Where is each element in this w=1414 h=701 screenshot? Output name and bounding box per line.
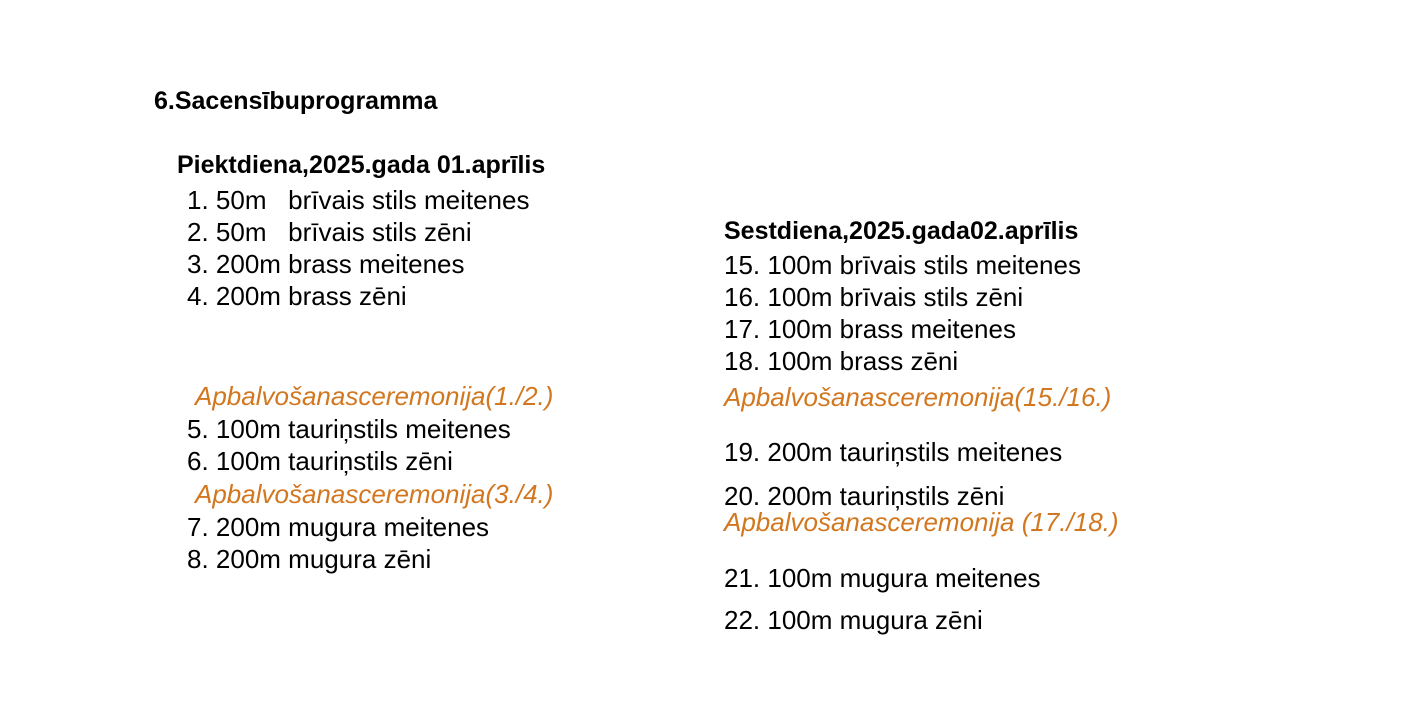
event-number: 19. bbox=[724, 437, 761, 467]
event-item bbox=[187, 546, 431, 572]
event-number: 6. bbox=[187, 446, 209, 476]
event-number: 8. bbox=[187, 544, 209, 574]
event-item bbox=[187, 251, 464, 277]
event-number: 7. bbox=[187, 512, 209, 542]
award-ceremony: Apbalvošanasceremonija(15./16.) bbox=[724, 382, 1112, 412]
event-name: 100m mugura zēni bbox=[767, 605, 983, 635]
event-item bbox=[724, 316, 1016, 342]
event-item bbox=[187, 514, 489, 540]
event-number: 18. bbox=[724, 346, 761, 376]
saturday-heading: Sestdiena,2025.gada02.aprīlis bbox=[724, 217, 1079, 245]
event-item bbox=[187, 448, 453, 474]
award-ceremony: Apbalvošanasceremonija (17./18.) bbox=[724, 507, 1119, 537]
event-item bbox=[724, 483, 1004, 509]
event-number: 2. bbox=[187, 217, 209, 247]
event-number: 5. bbox=[187, 414, 209, 444]
event-name: 200m tauriņstils meitenes bbox=[767, 437, 1063, 467]
event-name: 200m mugura zēni bbox=[215, 544, 432, 574]
event-name: 100m mugura meitenes bbox=[767, 563, 1041, 593]
event-number: 3. bbox=[187, 249, 209, 279]
event-number: 17. bbox=[724, 314, 761, 344]
event-item bbox=[724, 284, 1023, 310]
event-name: 200m brass meitenes bbox=[215, 249, 465, 279]
event-name: 50m brīvais stils zēni bbox=[215, 217, 472, 247]
event-item bbox=[724, 439, 1062, 465]
event-item bbox=[187, 219, 472, 245]
page-title: 6.Sacensībuprogramma bbox=[154, 87, 438, 115]
event-item bbox=[724, 565, 1041, 591]
event-name: 200m mugura meitenes bbox=[215, 512, 490, 542]
event-number: 4. bbox=[187, 281, 209, 311]
event-item bbox=[724, 252, 1081, 278]
event-name: 100m brass zēni bbox=[767, 346, 959, 376]
event-name: 100m brīvais stils zēni bbox=[767, 282, 1024, 312]
event-number: 16. bbox=[724, 282, 761, 312]
event-number: 15. bbox=[724, 250, 761, 280]
event-item bbox=[187, 187, 529, 213]
event-number: 21. bbox=[724, 563, 761, 593]
event-name: 100m tauriņstils meitenes bbox=[215, 414, 511, 444]
event-item bbox=[187, 416, 511, 442]
award-ceremony: Apbalvošanasceremonija(1./2.) bbox=[195, 381, 554, 411]
event-name: 100m brīvais stils meitenes bbox=[767, 250, 1081, 280]
event-item bbox=[724, 348, 958, 374]
event-name: 200m brass zēni bbox=[215, 281, 407, 311]
event-name: 50m brīvais stils meitenes bbox=[215, 185, 530, 215]
event-number: 22. bbox=[724, 605, 761, 635]
event-item bbox=[724, 607, 983, 633]
event-name: 200m tauriņstils zēni bbox=[767, 481, 1005, 511]
event-name: 100m tauriņstils zēni bbox=[215, 446, 453, 476]
award-ceremony: Apbalvošanasceremonija(3./4.) bbox=[195, 479, 554, 509]
friday-heading: Piektdiena,2025.gada 01.aprīlis bbox=[177, 151, 546, 179]
event-number: 1. bbox=[187, 185, 209, 215]
event-name: 100m brass meitenes bbox=[767, 314, 1016, 344]
event-number: 20. bbox=[724, 481, 761, 511]
event-item bbox=[187, 283, 407, 309]
